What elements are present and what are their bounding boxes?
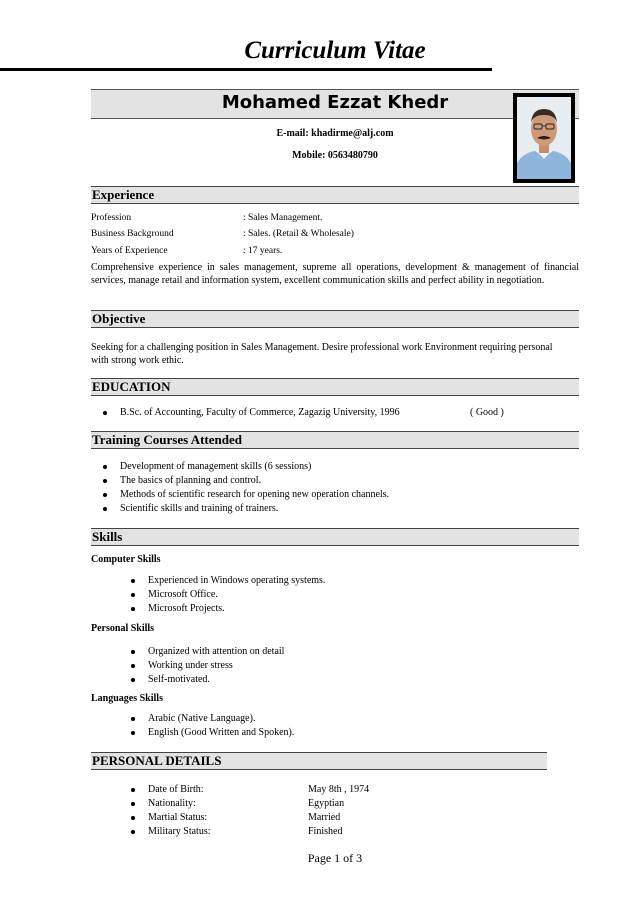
list-item: Microsoft Office.: [148, 588, 325, 602]
list-item: Self-motivated.: [148, 673, 284, 687]
profession-value: : Sales Management.: [243, 213, 323, 223]
business-background-label: Business Background: [91, 229, 174, 239]
list-item: Experienced in Windows operating systems.: [148, 575, 326, 586]
education-degree: B.Sc. of Accounting, Faculty of Commerce, Zagazig University, 1996: [120, 407, 400, 418]
contact-email: E-mail: khadirme@alj.com: [276, 128, 394, 139]
marital-status-label: Martial Status:: [148, 812, 208, 823]
education-grade: ( Good ): [470, 407, 504, 418]
skills-heading: Skills: [92, 529, 123, 544]
list-item: Methods of scientific research for opening new operation channels.: [120, 489, 390, 500]
years-experience-value: : 17 years.: [243, 246, 283, 256]
objective-section-bar: [91, 310, 579, 328]
list-item: Development of management skills (6 sessions): [120, 460, 389, 474]
list-item: English (Good Written and Spoken).: [148, 727, 295, 738]
list-item: [148, 783, 448, 797]
nationality-value: Egyptian: [308, 798, 345, 809]
candidate-name: Mohamed Ezzat Khedr: [221, 92, 449, 113]
personal-skills-list: [148, 645, 284, 687]
title-rule: [0, 68, 492, 71]
languages-skills-list: [148, 712, 294, 740]
personal-details-list: [148, 783, 448, 839]
skills-section-bar: [91, 528, 579, 546]
business-background-value: : Sales. (Retail & Wholesale): [243, 229, 354, 239]
military-status-value: Finished: [308, 826, 343, 837]
experience-summary: Comprehensive experience in sales management, supreme all operations, development & management of financial services, manage retail and information system, excellent communication skills and perfect ability in negotiation.: [91, 262, 579, 286]
list-item: [120, 406, 400, 420]
list-item: [148, 811, 448, 825]
marital-status-value: Married: [308, 812, 341, 823]
training-heading: Training Courses Attended: [92, 432, 242, 447]
experience-section-bar: [91, 186, 579, 204]
nationality-label: Nationality:: [148, 798, 196, 809]
experience-heading: Experience: [92, 187, 155, 202]
list-item: Microsoft Projects.: [148, 602, 325, 616]
objective-heading: Objective: [92, 311, 146, 326]
profession-label: Profession: [91, 213, 132, 223]
list-item: The basics of planning and control.: [120, 474, 389, 488]
training-list: [120, 460, 389, 516]
computer-skills-heading: Computer Skills: [91, 554, 161, 565]
dob-value: May 8th , 1974: [308, 784, 370, 795]
page-number: Page 1 of 3: [307, 851, 363, 865]
military-status-label: Military Status:: [148, 826, 211, 837]
profile-photo: [513, 93, 575, 183]
list-item: [148, 825, 448, 839]
personal-skills-heading: Personal Skills: [91, 623, 155, 634]
list-item: Working under stress: [148, 659, 284, 673]
objective-text: Seeking for a challenging position in Sales Management. Desire professional work Environment requiring personal with strong work ethic.: [91, 342, 553, 366]
languages-skills-heading: Languages Skills: [91, 693, 163, 704]
years-experience-label: Years of Experience: [91, 246, 168, 256]
computer-skills-list: [148, 574, 325, 616]
personal-details-heading: PERSONAL DETAILS: [92, 753, 222, 768]
list-item: Scientific skills and training of trainers.: [120, 502, 389, 516]
education-heading: EDUCATION: [92, 379, 171, 394]
contact-mobile: Mobile: 0563480790: [292, 150, 378, 161]
list-item: Organized with attention on detail: [148, 646, 285, 657]
education-list: [120, 406, 400, 420]
cv-title: Curriculum Vitae: [244, 37, 426, 64]
dob-label: Date of Birth:: [148, 784, 204, 795]
list-item: Arabic (Native Language).: [148, 712, 294, 726]
person-portrait-icon: [517, 97, 571, 179]
list-item: [148, 797, 448, 811]
